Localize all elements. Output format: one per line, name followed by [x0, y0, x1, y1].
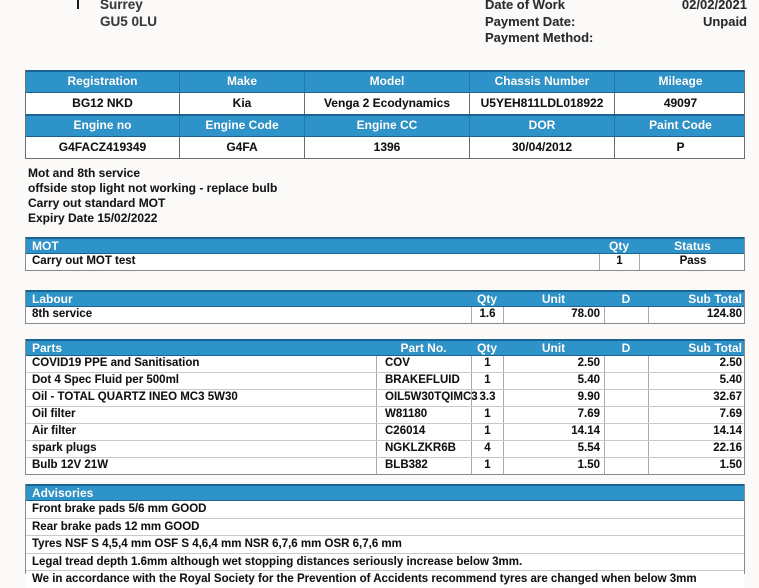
parts-row [26, 390, 744, 407]
parts-unit-header: Unit [541, 341, 566, 355]
make-header: Make [179, 72, 304, 92]
mot-header-bar [26, 237, 744, 254]
engine-code-value: G4FA [179, 137, 304, 158]
paint-code-header: Paint Code [614, 116, 746, 136]
vehicle-data-row-1 [26, 93, 744, 114]
part-d [604, 373, 648, 389]
engine-cc-value: 1396 [304, 137, 469, 158]
part-qty: 1 [471, 373, 503, 389]
parts-row [26, 424, 744, 441]
mot-row [26, 254, 744, 270]
chassis-number-value: U5YEH811LDL018922 [469, 93, 614, 114]
engine-no-header: Engine no [73, 118, 132, 132]
part-unit: 2.50 [503, 356, 604, 372]
parts-row [26, 356, 744, 373]
parts-subtotal-header: Sub Total [688, 341, 742, 355]
part-number: COV [376, 356, 471, 372]
advisories-section [25, 484, 745, 585]
labour-d-header: D [621, 292, 631, 306]
engine-no-value: G4FACZ419349 [58, 140, 147, 154]
part-qty: 4 [471, 441, 503, 457]
advisories-header-bar [26, 484, 744, 501]
part-qty: 1 [471, 458, 503, 474]
advisory-row [26, 536, 744, 554]
labour-unit-header: Unit [541, 292, 566, 306]
parts-section-title: Parts [32, 341, 63, 355]
part-description: Dot 4 Spec Fluid per 500ml [32, 374, 179, 386]
parts-d-header: D [621, 341, 631, 355]
part-qty: 3.3 [471, 390, 503, 406]
mot-qty-header: Qty [608, 239, 629, 253]
advisory-rear-brake-pads: Rear brake pads 12 mm GOOD [32, 520, 200, 533]
mot-row-qty: 1 [599, 254, 639, 270]
job-description-line: Carry out standard MOT [28, 196, 166, 210]
address-block [100, 0, 157, 30]
vehicle-details-table [25, 70, 745, 159]
model-value: Venga 2 Ecodynamics [304, 93, 469, 114]
parts-partno-header: Part No. [400, 341, 447, 355]
meta-row-payment-method [485, 30, 747, 47]
mot-status-header: Status [674, 239, 711, 253]
part-subtotal: 1.50 [648, 458, 746, 474]
date-of-work-value: 02/02/2021 [681, 0, 747, 12]
model-header: Model [304, 72, 469, 92]
vehicle-data-row-2 [26, 137, 744, 158]
part-d [604, 424, 648, 440]
make-value: Kia [179, 93, 304, 114]
payment-method-label: Payment Method: [485, 30, 594, 45]
mot-row-status: Pass [639, 254, 746, 270]
part-d [604, 441, 648, 457]
part-subtotal: 22.16 [648, 441, 746, 457]
parts-row [26, 458, 744, 474]
engine-cc-header: Engine CC [304, 116, 469, 136]
part-number: BLB382 [376, 458, 471, 474]
part-description: Air filter [32, 425, 77, 437]
address-line-postcode: GU5 0LU [100, 14, 158, 29]
part-number: W81180 [376, 407, 471, 423]
part-description: Bulb 12V 21W [32, 459, 109, 471]
mileage-header: Mileage [614, 72, 746, 92]
part-description: Oil filter [32, 408, 76, 420]
part-unit: 7.69 [503, 407, 604, 423]
paint-code-value: P [614, 137, 746, 158]
labour-subtotal-header: Sub Total [688, 292, 742, 306]
part-d [604, 390, 648, 406]
labour-section [25, 290, 745, 324]
parts-qty-header: Qty [476, 341, 497, 355]
registration-value: BG12 NKD [72, 96, 133, 110]
advisory-tyres: Tyres NSF S 4,5,4 mm OSF S 4,6,4 mm NSR 6,7,6 mm OSR 6,7,6 mm [32, 538, 402, 550]
labour-row [26, 307, 744, 323]
vehicle-header-row-1 [26, 70, 744, 93]
labour-row-qty: 1.6 [471, 307, 503, 323]
payment-date-label: Payment Date: [485, 13, 576, 29]
part-subtotal: 5.40 [648, 373, 746, 389]
part-qty: 1 [471, 424, 503, 440]
mot-row-description: Carry out MOT test [32, 255, 136, 267]
part-unit: 5.54 [503, 441, 604, 457]
labour-header-bar [26, 290, 744, 307]
labour-qty-header: Qty [476, 292, 497, 306]
meta-fields [485, 0, 747, 47]
part-unit: 5.40 [503, 373, 604, 389]
labour-row-subtotal: 124.80 [648, 307, 746, 323]
part-qty: 1 [471, 407, 503, 423]
advisory-row [26, 519, 744, 537]
part-d [604, 356, 648, 372]
advisory-row [26, 501, 744, 519]
part-number: OIL5W30TQIMC3 [376, 390, 471, 406]
parts-row [26, 373, 744, 390]
part-d [604, 458, 648, 474]
parts-section [25, 339, 745, 475]
meta-row-payment-date [485, 14, 747, 31]
part-unit: 9.90 [503, 390, 604, 406]
part-qty: 1 [471, 356, 503, 372]
labour-row-d [604, 307, 648, 323]
labour-row-description: 8th service [32, 308, 93, 320]
parts-row [26, 407, 744, 424]
advisory-row [26, 554, 744, 572]
part-d [604, 407, 648, 423]
mot-section [25, 237, 745, 271]
labour-section-title: Labour [32, 292, 73, 306]
advisories-section-title: Advisories [32, 486, 94, 500]
chassis-number-header: Chassis Number [469, 72, 614, 92]
part-unit: 14.14 [503, 424, 604, 440]
engine-code-header: Engine Code [179, 116, 304, 136]
payment-date-value: Unpaid [702, 13, 747, 29]
scan-artifact-line [77, 0, 79, 9]
part-description: spark plugs [32, 442, 97, 454]
address-line-county: Surrey [100, 0, 143, 12]
part-subtotal: 2.50 [648, 356, 746, 372]
part-subtotal: 7.69 [648, 407, 746, 423]
parts-header-bar [26, 339, 744, 356]
job-description-line: Mot and 8th service [28, 166, 141, 180]
part-subtotal: 32.67 [648, 390, 746, 406]
mileage-value: 49097 [614, 93, 746, 114]
advisory-row [26, 571, 744, 588]
part-unit: 1.50 [503, 458, 604, 474]
registration-header: Registration [67, 74, 138, 88]
part-number: NGKLZKR6B [376, 441, 471, 457]
job-description-line: offside stop light not working - replace bulb [28, 181, 278, 195]
part-number: BRAKEFLUID [376, 373, 471, 389]
parts-row [26, 441, 744, 458]
job-description-block [28, 166, 277, 226]
dor-value: 30/04/2012 [469, 137, 614, 158]
advisory-legal-tread-depth: Legal tread depth 1.6mm although wet stopping distances seriously increase below 3mm. [32, 555, 523, 568]
meta-row-date-of-work [485, 0, 747, 14]
dor-header: DOR [469, 116, 614, 136]
part-description: COVID19 PPE and Sanitisation [32, 357, 200, 369]
part-subtotal: 14.14 [648, 424, 746, 440]
part-description: Oil - TOTAL QUARTZ INEO MC3 5W30 [32, 391, 238, 403]
mot-section-title: MOT [32, 239, 59, 253]
part-number: C26014 [376, 424, 471, 440]
job-description-line: Expiry Date 15/02/2022 [28, 211, 158, 225]
date-of-work-label: Date of Work [485, 0, 565, 12]
advisory-rospa-recommendation: We in accordance with the Royal Society for the Prevention of Accidents recommend tyres are changed when below 3mm [32, 573, 697, 585]
advisory-front-brake-pads: Front brake pads 5/6 mm GOOD [32, 503, 207, 515]
labour-row-unit: 78.00 [503, 307, 604, 323]
vehicle-header-row-2 [26, 114, 744, 137]
